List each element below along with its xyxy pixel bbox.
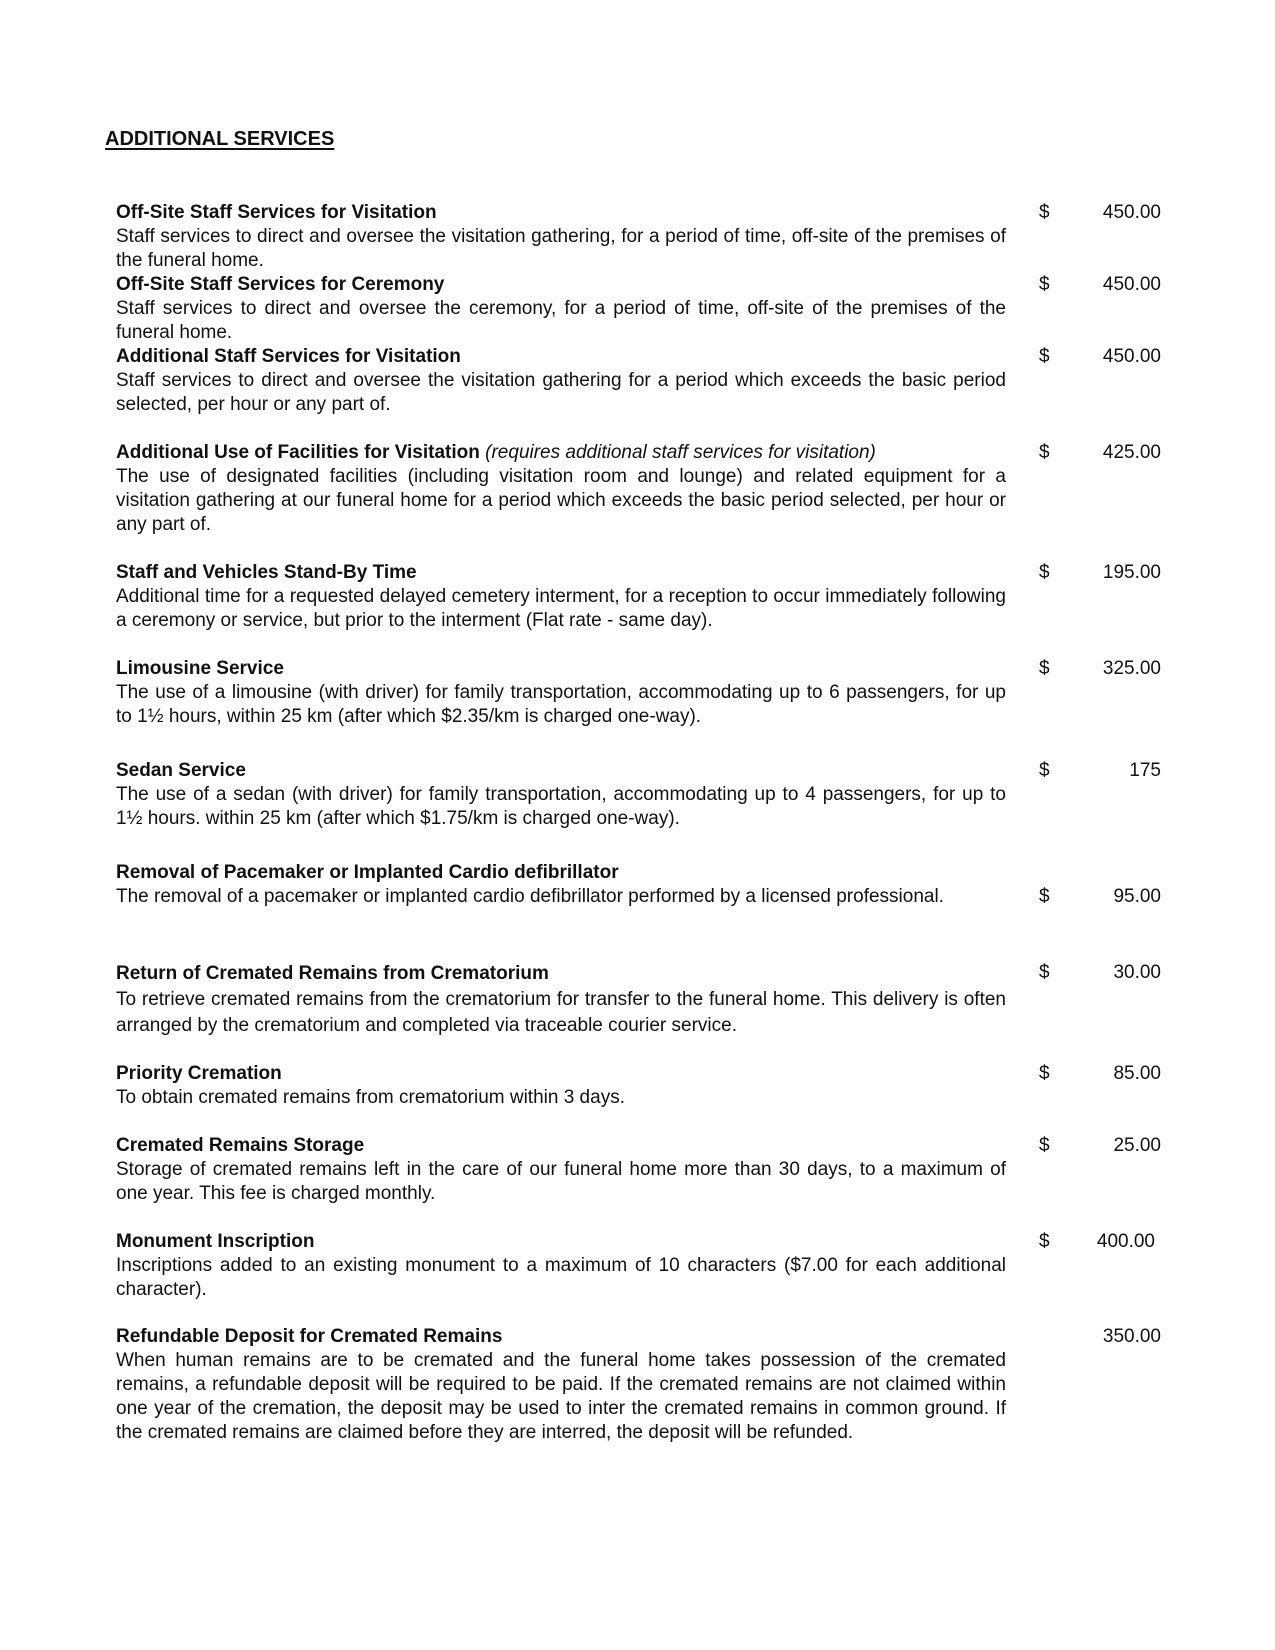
service-description: To obtain cremated remains from crematorium within 3 days.	[116, 1087, 625, 1108]
service-title: Removal of Pacemaker or Implanted Cardio defibrillator	[116, 862, 619, 883]
service-item-pacemaker-removal	[116, 861, 1161, 909]
price-amount: 425.00	[1102, 442, 1161, 463]
service-item-text	[116, 1134, 1006, 1206]
service-item-priority-cremation	[116, 1062, 1161, 1110]
service-description: Staff services to direct and oversee the ceremony, for a period of time, off-site of the premises of the funeral home.	[116, 298, 1006, 343]
service-item-limousine	[116, 657, 1161, 729]
service-item-text	[116, 1325, 1006, 1445]
service-title: Off-Site Staff Services for Visitation	[116, 202, 437, 223]
service-item-stand-by-time	[116, 561, 1161, 633]
currency-symbol: $	[1039, 562, 1050, 583]
service-item-refundable-deposit	[116, 1325, 1161, 1445]
price-amount: 450.00	[1102, 346, 1161, 367]
price-amount: 30.00	[1113, 962, 1161, 983]
service-item-text	[116, 441, 1006, 537]
price-amount: 325.00	[1102, 658, 1161, 679]
service-description: Storage of cremated remains left in the care of our funeral home more than 30 days, to a maximum of one year. This fee is charged monthly.	[116, 1159, 1006, 1204]
service-title: Priority Cremation	[116, 1063, 282, 1084]
service-item-return-cremated-remains	[116, 961, 1161, 1039]
service-title: Staff and Vehicles Stand-By Time	[116, 562, 417, 583]
service-title: Monument Inscription	[116, 1231, 315, 1252]
service-item-text	[116, 201, 1006, 273]
service-description: Staff services to direct and oversee the visitation gathering for a period which exceeds the basic period selected, per hour or any part of.	[116, 370, 1006, 415]
currency-symbol: $	[1039, 658, 1050, 679]
service-title: Sedan Service	[116, 760, 246, 781]
service-item-text	[116, 657, 1006, 729]
service-item-sedan	[116, 759, 1161, 831]
service-description: Staff services to direct and oversee the visitation gathering, for a period of time, off-site of the premises of the funeral home.	[116, 226, 1006, 271]
price-amount: 25.00	[1113, 1135, 1161, 1156]
service-title: Additional Staff Services for Visitation	[116, 346, 461, 367]
section-heading: ADDITIONAL SERVICES	[105, 128, 335, 150]
service-item-off-site-visitation	[116, 201, 1161, 273]
service-title: Refundable Deposit for Cremated Remains	[116, 1326, 503, 1347]
service-description: The use of a limousine (with driver) for family transportation, accommodating up to 6 passengers, for up to 1½ hours, within 25 km (after which $2.35/km is charged one-way).	[116, 682, 1006, 727]
service-description: Additional time for a requested delayed cemetery interment, for a reception to occur immediately following a ceremony or service, but prior to the interment (Flat rate - same day).	[116, 586, 1006, 631]
service-description: The use of designated facilities (including visitation room and lounge) and related equipment for a visitation gathering at our funeral home for a period which exceeds the basic period selected, per hour or any part of.	[116, 466, 1006, 535]
price-amount: 350.00	[1102, 1326, 1161, 1347]
service-description: The use of a sedan (with driver) for family transportation, accommodating up to 4 passengers, for up to 1½ hours. within 25 km (after which $1.75/km is charged one-way).	[116, 784, 1006, 829]
service-item-cremated-remains-storage	[116, 1134, 1161, 1206]
service-item-additional-facilities-visitation	[116, 441, 1161, 537]
currency-symbol: $	[1039, 274, 1050, 295]
service-title: Cremated Remains Storage	[116, 1135, 365, 1156]
price-amount: 450.00	[1102, 274, 1161, 295]
service-item-text	[116, 861, 1006, 909]
price-amount: 95.00	[1113, 886, 1161, 907]
price-amount: 400.00	[1096, 1231, 1155, 1252]
service-item-monument-inscription	[116, 1230, 1161, 1302]
price-amount: 175	[1129, 760, 1161, 781]
service-item-text	[116, 759, 1006, 831]
price-amount: 85.00	[1113, 1063, 1161, 1084]
currency-symbol: $	[1039, 1135, 1050, 1156]
service-description: To retrieve cremated remains from the crematorium for transfer to the funeral home. This delivery is often arranged by the crematorium and completed via traceable courier service.	[116, 989, 1006, 1036]
currency-symbol: $	[1039, 1231, 1050, 1252]
price-amount: 195.00	[1102, 562, 1161, 583]
service-item-text	[116, 961, 1006, 1039]
service-title: Limousine Service	[116, 658, 284, 679]
service-item-text	[116, 1230, 1006, 1302]
currency-symbol: $	[1039, 886, 1050, 907]
currency-symbol: $	[1039, 202, 1050, 223]
service-item-text	[116, 345, 1006, 417]
currency-symbol: $	[1039, 962, 1050, 983]
service-item-off-site-ceremony	[116, 273, 1161, 345]
service-item-text	[116, 1062, 1006, 1110]
service-description: The removal of a pacemaker or implanted cardio defibrillator performed by a licensed professional.	[116, 886, 944, 907]
currency-symbol: $	[1039, 1063, 1050, 1084]
price-amount: 450.00	[1102, 202, 1161, 223]
service-note: (requires additional staff services for visitation)	[485, 442, 876, 463]
currency-symbol: $	[1039, 346, 1050, 367]
service-item-text	[116, 561, 1006, 633]
service-title: Off-Site Staff Services for Ceremony	[116, 274, 445, 295]
service-description: Inscriptions added to an existing monument to a maximum of 10 characters ($7.00 for each additional character).	[116, 1255, 1006, 1300]
service-description: When human remains are to be cremated and the funeral home takes possession of the cremated remains, a refundable deposit will be required to be paid. If the cremated remains are not claimed within one year of the cremation, the deposit may be used to inter the cremated remains in common ground. If the cremated remains are claimed before they are interred, the deposit will be refunded.	[116, 1350, 1006, 1443]
currency-symbol: $	[1039, 760, 1050, 781]
service-item-text	[116, 273, 1006, 345]
service-item-additional-staff-visitation	[116, 345, 1161, 417]
service-title: Additional Use of Facilities for Visitation	[116, 442, 480, 463]
service-title: Return of Cremated Remains from Crematorium	[116, 963, 549, 984]
currency-symbol: $	[1039, 442, 1050, 463]
